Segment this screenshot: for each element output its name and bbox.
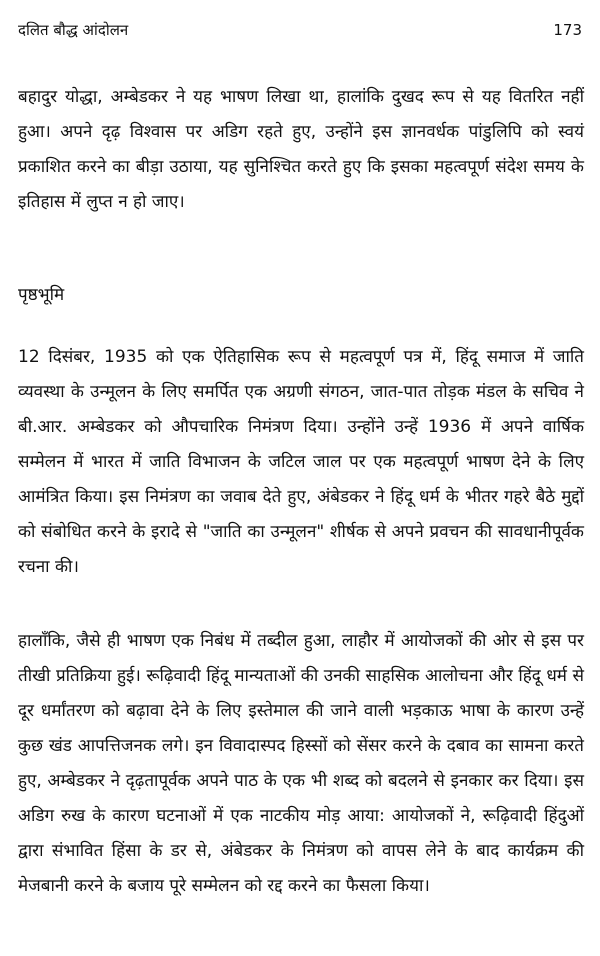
paragraph-reaction: हालाँकि, जैसे ही भाषण एक निबंध में तब्दील हुआ, लाहौर में आयोजकों की ओर से इस पर तीखी प्रतिक्रिया हुई। रूढ़िवादी हिंदू मान्यताओं की उनकी साहसिक आलोचना और हिंदू धर्म से दूर धर्मांतरण को बढ़ावा देने के लिए इस्तेमाल की जाने वाली भड़काऊ भाषा के कारण उन्हें कुछ खंड आपत्तिजनक लगे। इन विवादास्पद हिस्सों को सेंसर करने के दबाव का सामना करते हुए, अम्बेडकर ने दृढ़तापूर्वक अपने पाठ के एक भी शब्द को बदलने से इनकार कर दिया। इस अडिग रुख के कारण घटनाओं में एक नाटकीय मोड़ आया: आयोजकों ने, रूढ़िवादी हिंदुओं द्वारा संभावित हिंसा के डर से, अंबेडकर के निमंत्रण को वापस लेने के बाद कार्यक्रम की मेजबानी करने के बजाय पूरे सम्मेलन को रद्द करने का फैसला किया। [18,631,584,896]
paragraph-intro: बहादुर योद्धा, अम्बेडकर ने यह भाषण लिखा था, हालांकि दुखद रूप से यह वितरित नहीं हुआ। अपने दृढ़ विश्वास पर अडिग रहते हुए, उन्होंने इस ज्ञानवर्धक पांडुलिपि को स्वयं प्रकाशित करने का बीड़ा उठाया, यह सुनिश्चित करते हुए कि इसका महत्वपूर्ण संदेश समय के इतिहास में लुप्त न हो जाए। [18,87,584,212]
page-header [18,20,582,44]
page-number: 173 [553,21,582,39]
running-title: दलित बौद्ध आंदोलन [18,21,129,39]
paragraph-background: 12 दिसंबर, 1935 को एक ऐतिहासिक रूप से महत्वपूर्ण पत्र में, हिंदू समाज में जाति व्यवस्था के उन्मूलन के लिए समर्पित एक अग्रणी संगठन, जात-पात तोड़क मंडल के सचिव ने बी.आर. अम्बेडकर को औपचारिक निमंत्रण दिया। उन्होंने उन्हें 1936 में अपने वार्षिक सम्मेलन में भारत में जाति विभाजन के जटिल जाल पर एक महत्वपूर्ण भाषण देने के लिए आमंत्रित किया। इस निमंत्रण का जवाब देते हुए, अंबेडकर ने हिंदू धर्म के भीतर गहरे बैठे मुद्दों को संबोधित करने के इरादे से "जाति का उन्मूलन" शीर्षक से अपने प्रवचन की सावधानीपूर्वक रचना की। [18,347,584,577]
section-heading: पृष्ठभूमि [18,285,65,305]
